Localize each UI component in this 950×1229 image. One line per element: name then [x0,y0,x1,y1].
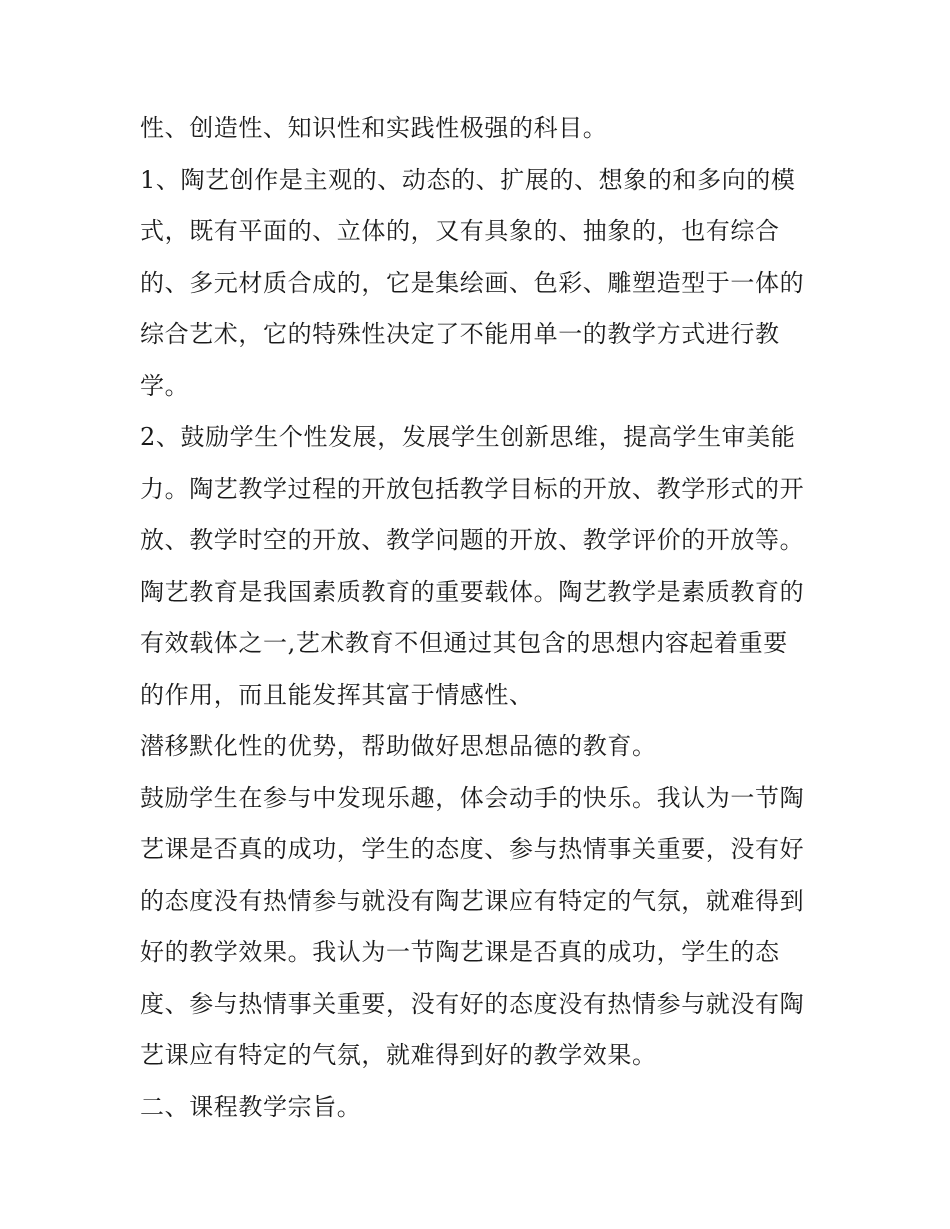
text-line: 力。陶艺教学过程的开放包括教学目标的开放、教学形式的开 [140,474,805,503]
text-line: 好的教学效果。我认为一节陶艺课是否真的成功，学生的态 [140,938,780,966]
text-line: 的态度没有热情参与就没有陶艺课应有特定的气氛，就难得到 [140,886,805,915]
text-line: 的、多元材质合成的，它是集绘画、色彩、雕塑造型于一体的 [140,268,805,297]
text-line: 放、教学时空的开放、教学问题的开放、教学评价的开放等。 [140,526,805,554]
text-line: 艺课是否真的成功，学生的态度、参与热情事关重要，没有好 [140,835,805,863]
text-line: 鼓励学生在参与中发现乐趣，体会动手的快乐。我认为一节陶 [140,783,805,812]
text-line: 艺课应有特定的气氛，就难得到好的教学效果。 [140,1041,657,1069]
text-line: 的作用，而且能发挥其富于情感性、 [140,680,534,709]
text-line: 1、陶艺创作是主观的、动态的、扩展的、想象的和多向的模 [140,165,796,194]
text-line: 式，既有平面的、立体的，又有具象的、抽象的，也有综合 [140,217,780,245]
text-line: 综合艺术，它的特殊性决定了不能用单一的教学方式进行教 [140,320,780,348]
text-line: 2、鼓励学生个性发展，发展学生创新思维，提高学生审美能 [140,423,796,451]
text-line: 性、创造性、知识性和实践性极强的科目。 [140,114,608,142]
text-line: 学。 [140,371,190,400]
text-line: 陶艺教育是我国素质教育的重要载体。陶艺教学是素质教育的 [140,577,805,606]
text-line: 潜移默化性的优势，帮助做好思想品德的教育。 [140,732,657,760]
text-line: 有效载体之一,艺术教育不但通过其包含的思想内容起着重要 [140,629,788,657]
body-text [140,108,820,1138]
section-heading: 二、课程教学宗旨。 [140,1092,362,1121]
text-line: 度、参与热情事关重要，没有好的态度没有热情参与就没有陶 [140,989,805,1018]
